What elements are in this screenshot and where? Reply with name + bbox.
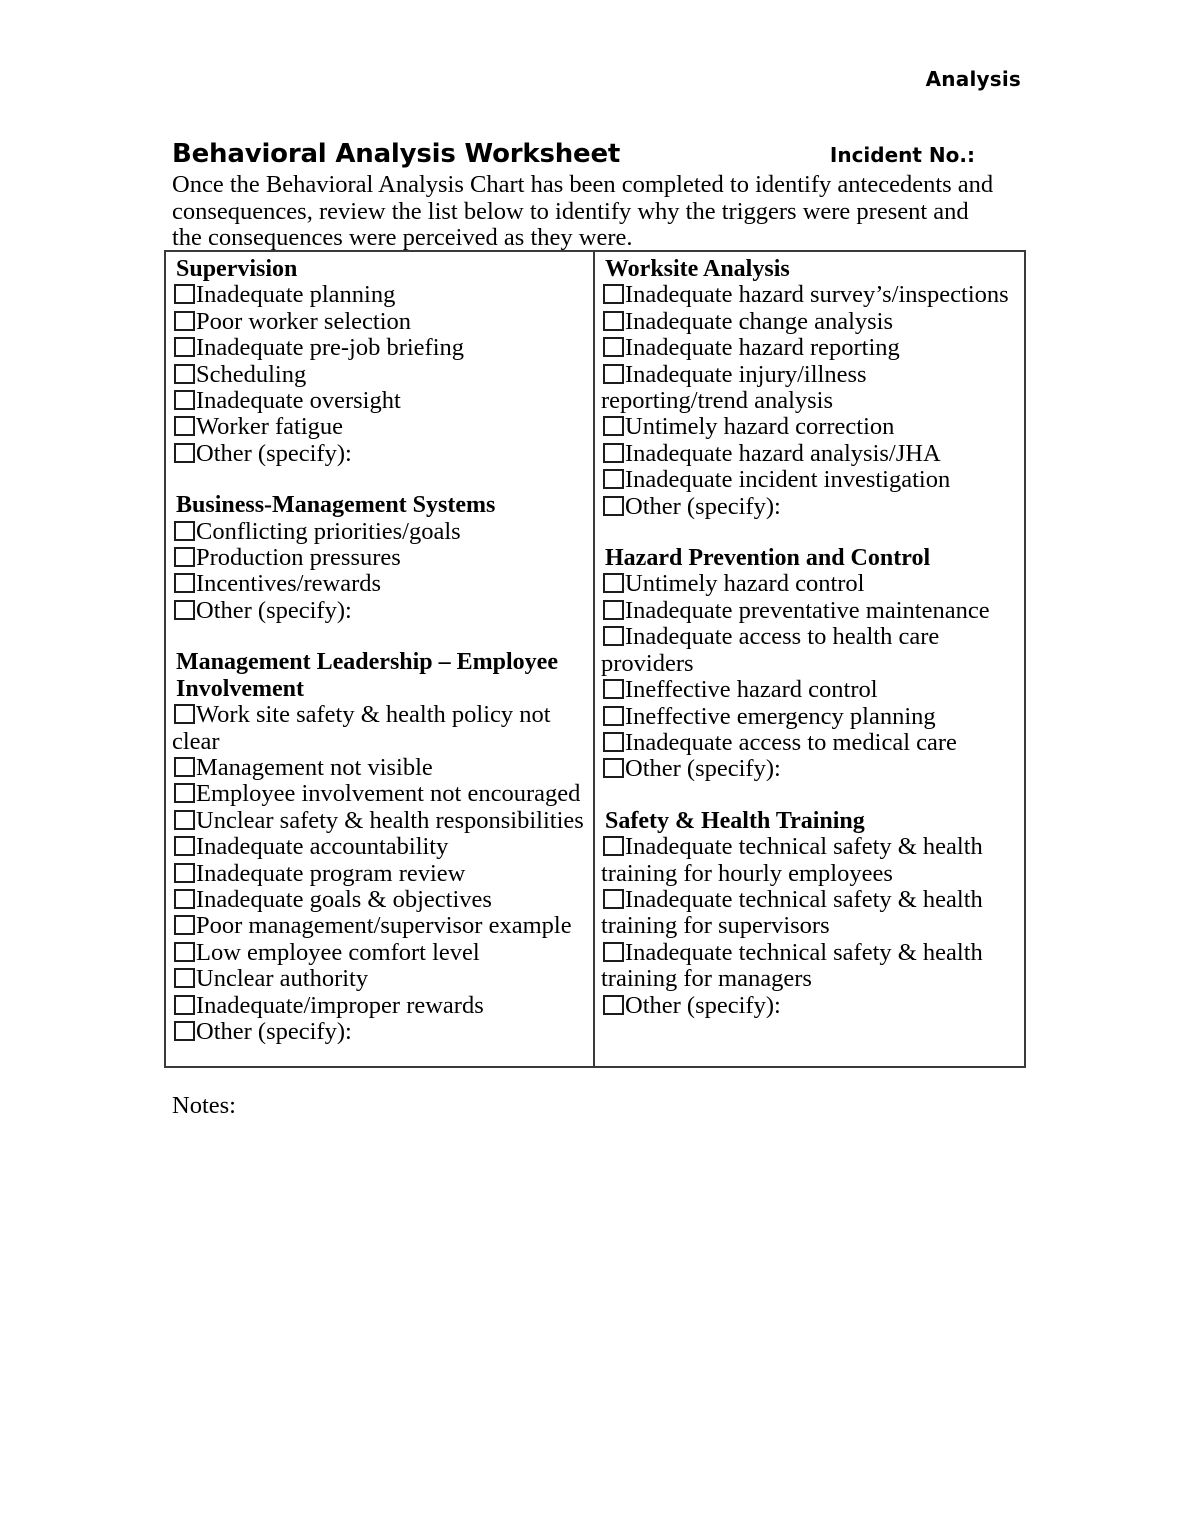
checklist-items — [601, 282, 1018, 520]
checkbox-icon[interactable] — [174, 968, 195, 988]
checklist-item-label: Work site safety & health policy not clear — [172, 701, 551, 755]
checklist-item[interactable] — [601, 598, 1018, 624]
section-heading: Management Leadership – Employee Involvement — [176, 649, 558, 702]
checklist-section — [172, 649, 587, 1045]
checklist-item[interactable] — [601, 571, 1018, 597]
checklist-item-label: Worker fatigue — [196, 413, 343, 441]
checklist-item[interactable] — [172, 335, 587, 361]
checklist-item-label: Inadequate goals & objectives — [196, 885, 492, 913]
checklist-item[interactable] — [601, 677, 1018, 703]
checkbox-icon[interactable] — [174, 600, 195, 620]
checklist-item-label: Inadequate/improper rewards — [196, 991, 484, 1019]
checklist-item-label: Poor management/supervisor example — [196, 912, 572, 940]
checklist-item[interactable] — [601, 704, 1018, 730]
checkbox-icon[interactable] — [174, 915, 195, 935]
checklist-item[interactable] — [601, 414, 1018, 440]
title-row — [172, 141, 1027, 167]
checklist-item[interactable] — [601, 730, 1018, 756]
checkbox-icon[interactable] — [603, 337, 624, 357]
checklist-item-label: Other (specify): — [625, 492, 781, 520]
checklist-item[interactable] — [172, 834, 587, 860]
checklist-item[interactable] — [172, 598, 587, 624]
checklist-item-label: Other (specify): — [196, 596, 352, 624]
checklist-item[interactable] — [172, 940, 587, 966]
checklist-item-label: Inadequate pre-job briefing — [196, 334, 465, 362]
checkbox-icon[interactable] — [603, 706, 624, 726]
checklist-item-label: Employee involvement not encouraged — [196, 780, 581, 808]
checklist-item-label: Inadequate preventative maintenance — [625, 596, 990, 624]
checklist-item-label: Inadequate change analysis — [625, 307, 894, 335]
checklist-item[interactable] — [172, 414, 587, 440]
checklist-section — [601, 808, 1018, 1019]
checklist-items — [601, 834, 1018, 1019]
checklist-item-label: Inadequate hazard analysis/JHA — [625, 439, 941, 467]
checklist-item[interactable] — [172, 571, 587, 597]
checkbox-icon[interactable] — [603, 364, 624, 384]
checklist-section — [601, 545, 1018, 783]
checkbox-icon[interactable] — [174, 783, 195, 803]
checklist-table — [164, 250, 1026, 1068]
checklist-item[interactable] — [172, 887, 587, 913]
checkbox-icon[interactable] — [174, 547, 195, 567]
checkbox-icon[interactable] — [174, 889, 195, 909]
checkbox-icon[interactable] — [603, 600, 624, 620]
checkbox-icon[interactable] — [603, 889, 624, 909]
checklist-section — [172, 492, 587, 624]
checklist-column-left — [166, 252, 595, 1066]
checklist-item-label: Ineffective hazard control — [625, 676, 878, 704]
checkbox-icon[interactable] — [603, 469, 624, 489]
checkbox-icon[interactable] — [603, 443, 624, 463]
checkbox-icon[interactable] — [603, 679, 624, 699]
checkbox-icon[interactable] — [603, 416, 624, 436]
notes-label: Notes: — [172, 1092, 236, 1119]
checkbox-icon[interactable] — [174, 810, 195, 830]
checkbox-icon[interactable] — [603, 995, 624, 1015]
checkbox-icon[interactable] — [603, 573, 624, 593]
checklist-item-label: Inadequate hazard reporting — [625, 334, 900, 362]
checkbox-icon[interactable] — [174, 416, 195, 436]
checklist-item[interactable] — [601, 282, 1018, 308]
checklist-items — [172, 702, 587, 1045]
checklist-items — [172, 282, 587, 467]
checklist-item[interactable] — [172, 913, 587, 939]
checklist-item[interactable] — [172, 519, 587, 545]
checklist-item-label: Inadequate hazard survey’s/inspections — [625, 281, 1009, 309]
checklist-item[interactable] — [601, 441, 1018, 467]
checkbox-icon[interactable] — [174, 284, 195, 304]
checkbox-icon[interactable] — [603, 732, 624, 752]
checklist-item[interactable] — [601, 624, 1018, 677]
checklist-item[interactable] — [601, 940, 1018, 993]
checklist-item-label: Ineffective emergency planning — [625, 702, 936, 730]
checklist-item-label: Inadequate program review — [196, 859, 466, 887]
checklist-item-label: Inadequate access to health care providers — [601, 623, 940, 677]
checkbox-icon[interactable] — [174, 311, 195, 331]
checklist-section — [601, 256, 1018, 520]
checklist-item[interactable] — [172, 545, 587, 571]
checkbox-icon[interactable] — [174, 1021, 195, 1041]
checklist-item[interactable] — [601, 467, 1018, 493]
checklist-item-label: Low employee comfort level — [196, 938, 480, 966]
checkbox-icon[interactable] — [174, 573, 195, 593]
checklist-item-label: Inadequate technical safety & health training for managers — [601, 938, 983, 993]
incident-number-label: Incident No.: — [829, 143, 975, 167]
checkbox-icon[interactable] — [174, 364, 195, 384]
checklist-item-label: Unclear authority — [196, 965, 369, 993]
checklist-item-label: Inadequate technical safety & health training for hourly employees — [601, 833, 983, 887]
checklist-item[interactable] — [601, 362, 1018, 415]
checklist-item-label: Other (specify): — [625, 755, 781, 783]
section-heading: Business-Management Systems — [176, 492, 496, 519]
checklist-items — [601, 571, 1018, 782]
checklist-item[interactable] — [601, 887, 1018, 940]
checklist-item-label: Scheduling — [196, 360, 307, 388]
checkbox-icon[interactable] — [603, 626, 624, 646]
checklist-item[interactable] — [601, 756, 1018, 782]
checklist-item-label: Untimely hazard control — [625, 570, 865, 598]
checkbox-icon[interactable] — [174, 863, 195, 883]
checklist-item[interactable] — [601, 993, 1018, 1019]
checklist-item[interactable] — [601, 494, 1018, 520]
checklist-item[interactable] — [172, 861, 587, 887]
intro-paragraph: Once the Behavioral Analysis Chart has been completed to identify antecedents and consequences, review the list below to identify why the triggers were present and the consequences were perceived as they were. — [172, 171, 994, 251]
checklist-item-label: Inadequate accountability — [196, 833, 449, 861]
checklist-column-right — [595, 252, 1024, 1066]
checkbox-icon[interactable] — [603, 836, 624, 856]
checkbox-icon[interactable] — [174, 995, 195, 1015]
checklist-item[interactable] — [172, 781, 587, 807]
checklist-item-label: Production pressures — [196, 544, 401, 572]
checkbox-icon[interactable] — [603, 758, 624, 778]
checklist-item-label: Inadequate technical safety & health training for supervisors — [601, 885, 983, 940]
checklist-item-label: Incentives/rewards — [196, 570, 382, 598]
checklist-item-label: Inadequate injury/illness reporting/trend analysis — [601, 360, 867, 415]
page-title: Behavioral Analysis Worksheet — [172, 139, 621, 169]
checklist-item[interactable] — [172, 1019, 587, 1045]
checklist-item[interactable] — [601, 309, 1018, 335]
checklist-item[interactable] — [172, 808, 587, 834]
checkbox-icon[interactable] — [174, 836, 195, 856]
section-heading: Safety & Health Training — [605, 807, 865, 834]
checkbox-icon[interactable] — [603, 284, 624, 304]
checkbox-icon[interactable] — [174, 443, 195, 463]
checklist-item[interactable] — [172, 966, 587, 992]
checklist-item[interactable] — [172, 441, 587, 467]
checkbox-icon[interactable] — [174, 757, 195, 777]
checklist-item[interactable] — [172, 362, 587, 388]
checklist-item-label: Inadequate planning — [196, 281, 396, 309]
section-heading: Worksite Analysis — [605, 256, 790, 282]
section-heading: Hazard Prevention and Control — [605, 545, 931, 572]
checklist-item-label: Other (specify): — [625, 991, 781, 1019]
checkbox-icon[interactable] — [174, 521, 195, 541]
checklist-item[interactable] — [601, 335, 1018, 361]
checklist-items — [172, 519, 587, 625]
checklist-item-label: Management not visible — [196, 753, 433, 781]
checkbox-icon[interactable] — [603, 311, 624, 331]
checklist-item[interactable] — [172, 309, 587, 335]
checklist-item-label: Conflicting priorities/goals — [196, 517, 461, 545]
checklist-item-label: Poor worker selection — [196, 307, 411, 335]
checklist-item-label: Other (specify): — [196, 439, 352, 467]
checklist-item[interactable] — [172, 702, 587, 755]
checkbox-icon[interactable] — [603, 942, 624, 962]
checklist-item-label: Unclear safety & health responsibilities — [196, 806, 584, 834]
checklist-item[interactable] — [601, 834, 1018, 887]
running-head: Analysis — [925, 67, 1021, 91]
checklist-item-label: Inadequate access to medical care — [625, 728, 957, 756]
checklist-item[interactable] — [172, 282, 587, 308]
checklist-item-label: Untimely hazard correction — [625, 413, 895, 441]
checklist-item[interactable] — [172, 388, 587, 414]
checkbox-icon[interactable] — [174, 942, 195, 962]
checkbox-icon[interactable] — [603, 496, 624, 516]
checklist-item[interactable] — [172, 993, 587, 1019]
checklist-item-label: Inadequate oversight — [196, 387, 401, 415]
checklist-section — [172, 256, 587, 467]
checkbox-icon[interactable] — [174, 337, 195, 357]
section-heading: Supervision — [176, 256, 298, 282]
checkbox-icon[interactable] — [174, 704, 195, 724]
checkbox-icon[interactable] — [174, 390, 195, 410]
checklist-item-label: Inadequate incident investigation — [625, 466, 951, 494]
checklist-item[interactable] — [172, 755, 587, 781]
checklist-item-label: Other (specify): — [196, 1017, 352, 1045]
